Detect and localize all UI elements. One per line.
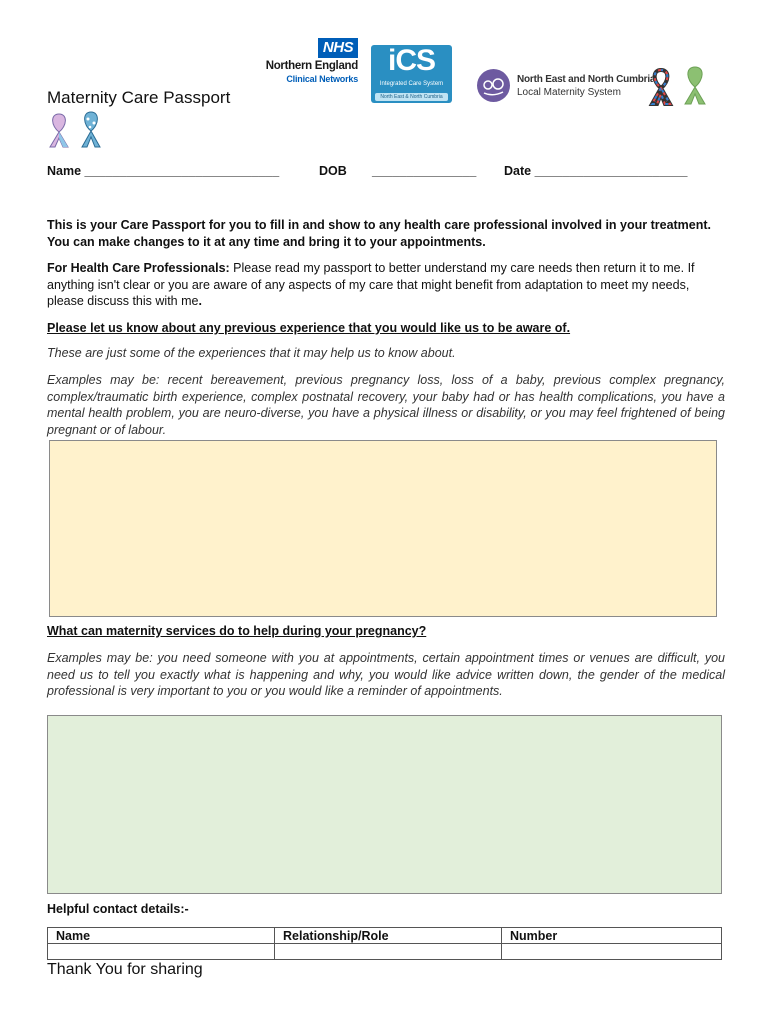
contacts-heading: Helpful contact details:- — [47, 902, 189, 916]
contact-name-cell[interactable] — [48, 944, 275, 960]
ribbon-blue-icon — [78, 109, 104, 154]
previous-experience-textbox[interactable] — [49, 440, 717, 617]
contacts-row — [48, 944, 722, 960]
hcp-end: . — [198, 294, 202, 308]
contacts-header-row — [48, 928, 722, 944]
ics-logo-subtitle: Integrated Care System — [379, 81, 444, 87]
hcp-paragraph — [47, 260, 725, 310]
dob-label: DOB — [319, 164, 347, 178]
name-field[interactable]: Name ____________________________ — [47, 164, 280, 178]
lms-logo-line1: North East and North Cumbria — [517, 74, 656, 85]
section2-examples: Examples may be: you need someone with you at appointments, certain appointment times or venues are difficult, you need us to tell you exactly what is happening and why, you would like advice written down, the gender of the medical professional is very important to you or you would like a reminder of appointments. — [47, 651, 725, 698]
contact-number-cell[interactable] — [502, 944, 722, 960]
ribbon-autism-icon — [648, 66, 674, 111]
contacts-table — [47, 927, 722, 960]
ics-logo-text: iCS — [387, 44, 435, 77]
dob-field[interactable]: _______________ — [372, 164, 477, 178]
section2-heading: What can maternity services do to help during your pregnancy? — [47, 624, 427, 638]
lms-logo-icon — [477, 69, 510, 102]
nhs-logo-line1: Northern England — [265, 60, 358, 72]
nhs-logo-line2: Clinical Networks — [286, 74, 358, 84]
date-field[interactable]: Date ______________________ — [504, 164, 688, 178]
nhs-logo: NHS — [318, 38, 358, 58]
hcp-text: Please read my passport to better understand my care needs then return it to me. If anything isn't clear or you are aware of any aspects of my care that might benefit from adaptation to meet my needs, please discuss this with me — [47, 261, 695, 308]
column-header-name: Name — [48, 928, 275, 944]
column-header-relationship: Relationship/Role — [275, 928, 502, 944]
section1-subtext: These are just some of the experiences that it may help us to know about. — [47, 346, 456, 360]
hcp-label: For Health Care Professionals: — [47, 261, 230, 275]
lms-logo-line2: Local Maternity System — [517, 87, 621, 98]
ribbon-pink-blue-icon — [46, 111, 72, 154]
section1-examples: Examples may be: recent bereavement, previous pregnancy loss, loss of a baby, previous complex pregnancy, complex/traumatic birth experience, complex postnatal recovery, your baby had or has health complications, you have a mental health problem, you are neuro-diverse, you have a physical illness or disability, or you may feel frightened of being pregnant or of labour. — [47, 373, 725, 437]
ics-logo-region: North East & North Cumbria — [375, 93, 448, 101]
maternity-help-textbox[interactable] — [47, 715, 722, 894]
page-title: Maternity Care Passport — [47, 88, 231, 107]
column-header-number: Number — [502, 928, 722, 944]
thank-you-text: Thank You for sharing — [47, 961, 203, 978]
intro-text: This is your Care Passport for you to fill in and show to any health care professional involved in your treatment. You can make changes to it at any time and bring it to your appointments. — [47, 218, 712, 249]
ribbon-green-icon — [680, 64, 710, 111]
section1-heading: Please let us know about any previous experience that you would like us to be aware of. — [47, 321, 571, 335]
contact-relationship-cell[interactable] — [275, 944, 502, 960]
